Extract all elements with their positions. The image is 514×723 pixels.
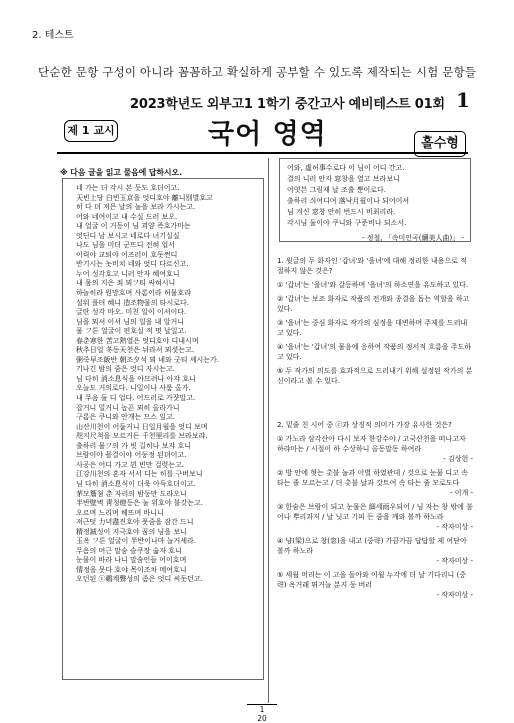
total-pages: 20 xyxy=(257,714,267,723)
option-source: - 작자미상 - xyxy=(436,591,473,599)
header-rule xyxy=(57,152,468,154)
intro-text: 단순한 문항 구성이 아니라 꼼꼼하고 확실하게 공부할 수 있도록 제작되는 시험 문항들 xyxy=(38,65,477,79)
question-1 xyxy=(277,256,473,386)
option-source: - 작자미상 - xyxy=(436,523,473,531)
exam-title: 2023학년도 외부고1 1학기 중간고사 예비테스트 01회 xyxy=(130,97,445,112)
section-heading: 2. 테스트 xyxy=(32,30,74,41)
passage-source: - 정철, 「속미인곡(續美人曲)」 - xyxy=(362,234,464,242)
answer-option[interactable]: ① 가노라 삼각산아 다시 보자 한강수야 / 고국산천을 떠나고자 하랴마는 / 시절이 하 수상하니 올동말동 하여라 xyxy=(277,435,466,453)
passage-continuation-text: 어와, 虛허事수로다 이 님이 어디 간고. 결의 니러 안자 窓창을 열고 브라보니 어엿븐 그림재 날 조출 뿐이로다. 출하리 싀여디여 落낙月월이나 되어이셔 님 겨신 窓창 안히 번드시 비최리라. 각시님 둘이야 쿠니와 구준비나 되소서. xyxy=(287,164,410,228)
question-stem: 2. 밑줄 친 시어 중 ⓒ과 상징적 의미가 가장 유사한 것은? xyxy=(277,421,452,429)
question-stem: 1. 윗글의 두 화자인 '갑녀'와 '을녀'에 대해 정리한 내용으로 적절하지 않은 것은? xyxy=(277,257,467,275)
poem-text: 네 가는 더 각시 본 듯도 호더이고. 天빈上당 白빈玉京을 엇디호야 離니別별호고 히 다 뎌 져믄 날의 눌을 보라 가시는고. 어와 네여이고 내 수실 드러 보오. 내 얼굴 이 거동이 님 괴얌 즉호가마는 엇딘디 날 보시고 네로다 녀기실실 나도 님을 미더 군뜨디 전혀 업서 이릭야 교퇴야 어즈러이 호돗쩐디 반기시는 놋비치 네와 엇디 다르신고. 누어 성각호고 니러 안자 혜여호니 내 몸의 지은 죄 뫼フ티 싸혀시니 하놀히라 원망호며 사롬이라 허물호랴 설워 플텨 혜니 造조物물의 타시로다. 글란 성각 마오. 미친 일이 이셔이다. 님을 뫼셔 이셔 님의 일을 내 알거니 물 フ튼 얼굴이 편호실 적 몃 날일고. 春춘寒한 苦고熱열은 엇디호야 디내시며 秋추日일 冬동天천은 뉘라셔 뫼셧는고. 粥죽早조飯반 朝조夕석 뫼 녜와 굿티 셰시는가. 기나긴 밤의 줌은 엇디 자시는고. 님 다히 消소息식을 아므려나 아쟈 호니 오늘도 거의로다. 니일이나 사룸 올가. 내 무음 둘 디 업다. 어드러로 가쟛말고. 잡거니 밀거니 놉픈 뫼히 올라가니 구롬은 쿠니와 안개는 므스 일고. 山산川천이 어둡거니 日일月월을 엇디 보며 咫지尺척을 모르거든 千천里리를 브라보랴. 출하리 물フ의 가 빗 길히나 보쟈 호니 브람이야 믈결이야 어둥정 된뎌이고. 사공은 어디 가고 븬 빈만 걸렷는고. 江강川천의 혼자 서서 디는 히를 구버보니 님 다히 消소息식이 더욱 아득호더이고. 茅모簷쳠 춘 자리의 밤둥만 도라오니 半반壁벽 靑청燈등은 눌 위호야 불갓는고. 오르며 느리며 헤뜨며 바니니 져근덧 力녁盡진호야 풋줌을 잠간 드니 精정誠성이 지극호야 꿈의 님을 보니 玉옥 フ튼 얼굴이 半반이나마 늘거셰라. 무옴의 머근 말숨 슬쿠장 숣자 호니 눈물이 바라 나니 말숨인들 어이호며 情정을 못다 호야 목이조차 메여호니 오던된 ⓒ鷄계聲성의 좀은 엇디 씨돗던고. xyxy=(76,184,220,584)
option-source: - 이개 - xyxy=(449,489,473,497)
answer-option[interactable]: ④ '을녀'는 '갑녀'의 물음에 응하여 작품의 정서적 흐름을 주도하고 있다. xyxy=(277,343,472,361)
answer-option[interactable]: ⑤ 세월 머리는 이 고을 돌아와 이월 누각에 더 날 기다리니 (중략) 옥거래 뛰거늘 분지 둥 버러 xyxy=(277,571,467,589)
answer-option[interactable]: ⑤ 두 작가의 의도를 효과적으로 드러내기 위해 설정된 작가의 분신이라고 볼 수 있다. xyxy=(277,367,473,385)
instruction: ※ 다음 글을 읽고 물음에 답하시오. xyxy=(60,168,183,177)
answer-option[interactable]: ② '갑녀'는 보조 화자로 작품의 전개와 종결을 돕는 역할을 하고 있다. xyxy=(277,295,470,313)
page-number: 1 xyxy=(456,88,470,112)
answer-option[interactable]: ② 방 안에 혓는 촛불 눌과 이별 하였관데 / 것으로 눈물 디고 속 타는 줄 모르는고 / 더 촛불 날과 갓트여 속 타는 줄 모로도다 xyxy=(277,469,468,487)
subject-title: 국어 영역 xyxy=(208,119,327,150)
page-footer xyxy=(247,704,277,721)
column-divider xyxy=(268,158,269,703)
option-source: - 김상헌 - xyxy=(443,455,473,463)
answer-option[interactable]: ④ 냥(梁)으로 창(窓)을 내고 (중략) 가끔가끔 답답할 제 여닫아 볼까 하노라 xyxy=(277,537,467,555)
answer-option[interactable]: ③ '을녀'는 중심 화자로 작가의 심정을 대변하며 주제를 드러내고 있다. xyxy=(277,319,468,337)
answer-option[interactable]: ① '갑녀'는 '을녀'와 갈등하며 '을녀'의 하소연을 유도하고 있다. xyxy=(277,281,469,289)
exam-type-badge: 홀수형 xyxy=(414,131,466,157)
session-label: 제 1 교시 xyxy=(64,120,118,142)
answer-option[interactable]: ③ 한숨은 브람이 되고 눈물은 細세雨우되어 / 님 자는 창 밖에 불어나 뿌리과저 / 날 닛고 기피 든 줌을 깨와 볼까 하노라 xyxy=(277,503,473,521)
question-2 xyxy=(277,420,473,600)
option-source: - 작자미상 - xyxy=(436,557,473,565)
current-page: 1 xyxy=(259,705,265,714)
